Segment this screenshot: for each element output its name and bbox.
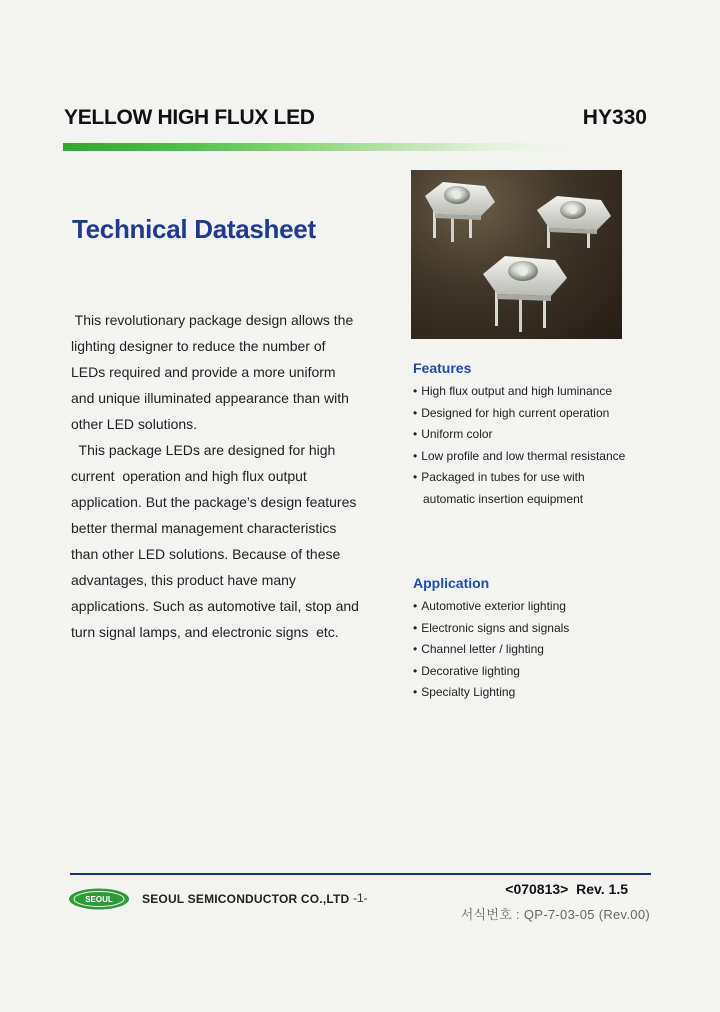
application-text: Electronic signs and signals: [421, 620, 570, 635]
application-text: Specialty Lighting: [421, 685, 516, 700]
list-item: [413, 489, 625, 511]
intro-line: other LED solutions.: [71, 416, 198, 432]
revision-label: <070813> Rev. 1.5: [505, 881, 628, 897]
list-item: • Packaged in tubes for use with: [413, 470, 585, 485]
intro-line: applications. Such as automotive tail, stop and: [71, 598, 359, 614]
features-heading: Features: [413, 360, 472, 376]
list-item: • Uniform color: [413, 427, 493, 442]
feature-text: Designed for high current operation: [421, 405, 610, 420]
intro-line: and unique illuminated appearance than with: [71, 390, 349, 406]
led-package-left: [425, 182, 495, 242]
document-title: Technical Datasheet: [72, 214, 316, 244]
intro-line: current operation and high flux output: [71, 468, 307, 484]
header-title: YELLOW HIGH FLUX LED: [64, 106, 315, 129]
form-code: 서식번호 : QP-7-03-05 (Rev.00): [460, 907, 650, 922]
intro-line: application. But the package’s design features: [71, 494, 357, 510]
features-list: [413, 381, 625, 511]
part-number: HY330: [582, 106, 647, 129]
intro-line: LEDs required and provide a more uniform: [71, 364, 336, 380]
product-photo: [411, 170, 622, 339]
intro-line: than other LED solutions. Because of these: [71, 546, 341, 562]
list-item: • Channel letter / lighting: [413, 642, 544, 657]
feature-text: Packaged in tubes for use with: [421, 470, 585, 485]
application-text: Decorative lighting: [421, 663, 520, 678]
intro-line: advantages, this product have many: [71, 572, 296, 588]
header-green-bar: [63, 143, 568, 151]
list-item: • Low profile and low thermal resistance: [413, 448, 626, 463]
list-item: • High flux output and high luminance: [413, 384, 612, 398]
seoul-logo-icon: [68, 888, 130, 910]
company-logo: [68, 888, 130, 910]
list-item: • Designed for high current operation: [413, 405, 610, 420]
application-heading: Application: [413, 575, 490, 591]
list-item: • Specialty Lighting: [413, 685, 516, 700]
led-packages-image: [411, 170, 622, 339]
company-name: SEOUL SEMICONDUCTOR CO.,LTD: [142, 892, 350, 906]
intro-line: better thermal management characteristics: [71, 520, 337, 536]
intro-line: lighting designer to reduce the number of: [71, 338, 326, 354]
application-text: Automotive exterior lighting: [421, 599, 566, 613]
intro-line: This package LEDs are designed for high: [71, 442, 336, 458]
feature-text: High flux output and high luminance: [421, 384, 612, 398]
footer-divider: [70, 873, 651, 875]
list-item: • Automotive exterior lighting: [413, 599, 566, 613]
application-list: [413, 596, 569, 704]
application-text: Channel letter / lighting: [421, 642, 544, 657]
intro-line: This revolutionary package design allows the: [71, 312, 354, 328]
led-package-right: [537, 196, 611, 248]
feature-continuation: automatic insertion equipment: [423, 491, 584, 506]
list-item: • Decorative lighting: [413, 663, 520, 678]
led-package-front: [483, 256, 567, 332]
logo-text: SEOUL: [85, 895, 113, 904]
feature-text: Uniform color: [421, 427, 493, 442]
intro-line: turn signal lamps, and electronic signs etc.: [71, 624, 339, 640]
intro-text: [71, 307, 381, 645]
list-item: • Electronic signs and signals: [413, 620, 570, 635]
feature-text: Low profile and low thermal resistance: [421, 448, 626, 463]
page-number: -1-: [353, 891, 368, 905]
